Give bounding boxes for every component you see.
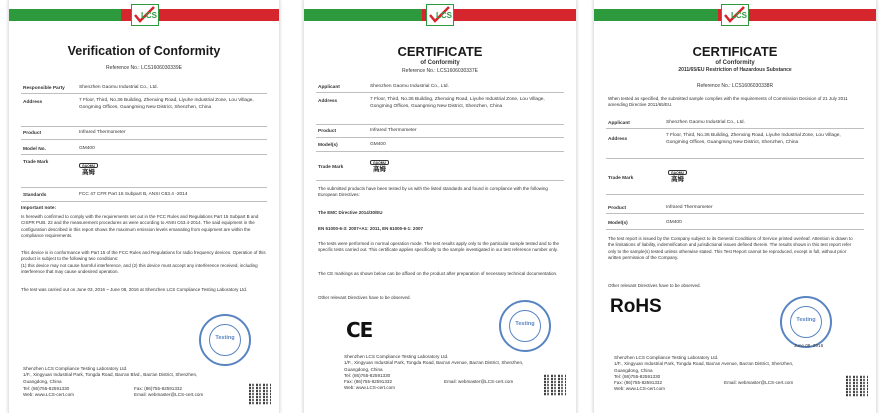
applicant-value: Shenzhen Gaomu Industrial Co., Ltd. <box>666 120 745 125</box>
intro-statement: When tested as specified, the submitted sample complies with the requirements of Commission Decision of 21 July 2011 amending Directive 2011/65/EU. <box>608 96 848 108</box>
product-label: Product <box>318 129 337 134</box>
footer-address: 1/F., Xingyuan Industrial Park, Tongda Road, Bao'an Avenue, Bao'an District, Shenzhen, Guangdong, China <box>614 361 794 373</box>
lab-stamp: Testing <box>780 296 832 348</box>
address-value: 7 Floor, Third, No.36 Building, Zhenxing Road, Liyuhe Industrial Zone, Lou Village, Gongming Offices, Guangming New District, Shenzhen, China <box>79 98 254 110</box>
applicant-value: Shenzhen Gaomu Industrial Co., Ltd. <box>370 84 449 89</box>
footer-address: 1/F., Xingyuan Industrial Park, Tongda Road, Bao'an Avenue, Bao'an District, Shenzhen, Guangdong, China <box>344 360 524 372</box>
model-label: Model(s) <box>608 221 628 226</box>
certificate-subtitle: of Conformity <box>715 60 755 66</box>
model-value: GM400 <box>666 220 682 225</box>
fcc-conditions: This device is in conformance with Part 15 of the FCC Rules and Regulations for radio frequency devices. Operation of this product is subject to the following two conditions: (1) this device may not cause harmful interference, and (2) this device must accept any interference received, including interference that may cause undesired operation. <box>21 250 266 275</box>
trademark-label: Trade Mark <box>608 176 634 181</box>
address-label: Address <box>318 99 338 104</box>
trademark-logo: GAOMU 高姆 <box>668 170 687 183</box>
test-scope: The tests were performed in normal operation mode. The test results apply only to the particular sample tested and to the specific tests carried out. This certificate applies specifically to the sample investigated in our test reference number only. <box>318 241 560 253</box>
footer-email: Email: webmaster@LCS-cert.com <box>444 379 514 384</box>
qr-code-icon <box>249 383 271 405</box>
ce-mark-icon: CE <box>346 318 373 342</box>
trademark-label: Trade Mark <box>318 165 344 170</box>
address-label: Address <box>23 100 43 105</box>
footer-web: Web: www.LCS-cert.com <box>344 385 395 390</box>
product-value: Infrared Thermometer <box>666 205 713 210</box>
model-value: GM400 <box>370 142 386 147</box>
model-label: Model(s) <box>318 143 338 148</box>
address-value: 7 Floor, Third, No.36 Building, Zhenxing Road, Liyuhe Industrial Zone, Lou Village, Gongming Offices, Guangming New District, Shenzhen, China <box>666 133 841 145</box>
footer-fax: Fax: (86)755-82591332 <box>614 380 663 385</box>
qr-code-icon <box>846 375 868 397</box>
lcs-logo-icon <box>721 4 749 26</box>
address-value: 7 Floor, Third, No.36 Building, Zhenxing Road, Liyuhe Industrial Zone, Lou Village, Gongming Offices, Guangming New District, Shenzhen, China <box>370 97 545 109</box>
footer-fax: Fax: (86)755-82591332 <box>134 386 183 391</box>
certificate-verification-of-conformity <box>8 0 280 413</box>
conformity-statement: Is herewith confirmed to comply with the requirements set out in the FCC Rules and Regulations Part 15 Subpart B and CISPR PUB. 22 and the measurement procedures as were according to ANSI C63.4-2014. The said equipment in the configuration described in this report shows the maximum emission levels emanating from equipment are within the compliance requirements. <box>21 214 259 239</box>
certificate-subtitle: of Conformity <box>420 60 460 66</box>
reference-number: Reference No.: LCS1606030339E <box>106 65 182 71</box>
address-label: Address <box>608 137 628 142</box>
issue-date: June 08, 2016 <box>794 343 824 348</box>
product-value: Infrared Thermometer <box>79 130 126 135</box>
other-directives: Other relevant Directives have to be observed. <box>608 283 701 288</box>
product-value: Infrared Thermometer <box>370 128 417 133</box>
other-directives: Other relevant Directives have to be observed. <box>318 295 411 300</box>
footer-tel: Tel: (86)755-82591330 <box>614 374 661 379</box>
standards-value: FCC 47 CFR Part 15 Subpart B, ANSI C63.4 -2014 <box>79 192 188 197</box>
footer-lab-name: Shenzhen LCS Compliance Testing Laboratory Ltd. <box>614 355 719 360</box>
standards-label: Standards <box>23 193 47 198</box>
important-note-label: Important note: <box>21 206 57 211</box>
model-value: GM400 <box>79 146 95 151</box>
certificate-title: Verification of Conformity <box>67 44 221 58</box>
lab-stamp: Testing <box>499 300 551 352</box>
report-conditions: The test report is issued by the Company subject to its General Conditions of Service printed overleaf. Attention is drawn to the limitations of liability, indemnification and jurisdictional issues defined therein. The results shown in this test report refer only to the sample(s) tested unless otherwise stated. This Test Report cannot be reproduced, except in full, without prior written permission of the Company. <box>608 236 853 261</box>
product-label: Product <box>23 131 42 136</box>
applicant-label: Applicant <box>608 121 630 126</box>
responsible-party-label: Responsible Party <box>23 86 65 91</box>
responsible-party-value: Shenzhen Gaomu Industrial Co., Ltd. <box>79 85 158 90</box>
svg-text:LCS: LCS <box>141 11 157 20</box>
qr-code-icon <box>544 374 566 396</box>
svg-text:LCS: LCS <box>436 11 452 20</box>
rohs-directive-line: 2011/65/EU Restriction of Hazardous Substance <box>678 67 792 73</box>
footer-web: Web: www.LCS-cert.com <box>23 392 74 397</box>
lcs-logo-icon <box>131 4 159 26</box>
reference-number: Reference No.: LCS1606030338R <box>696 83 774 89</box>
svg-text:LCS: LCS <box>731 11 747 20</box>
test-dates: The test was carried out on June 03, 2016 ~ June 08, 2016 at Shenzhen LCS Compliance Testing Laboratory Ltd. <box>21 287 248 292</box>
certificate-title: CERTIFICATE <box>397 44 483 59</box>
rohs-mark-icon: RoHS <box>610 296 662 317</box>
product-label: Product <box>608 206 627 211</box>
footer-fax: Fax: (86)755-82591332 <box>344 379 393 384</box>
ce-marking-note: The CE markings as shown below can be affixed on the product after preparation of necessary technical documentation. <box>318 271 558 276</box>
emc-standards: EN 61000-6-3: 2007+A1: 2011, EN 61000-6-1: 2007 <box>318 226 423 231</box>
footer-web: Web: www.LCS-cert.com <box>614 386 665 391</box>
footer-tel: Tel: (86)755-82591330 <box>23 386 70 391</box>
footer-email: Email: webmaster@LCS-cert.com <box>134 392 204 397</box>
reference-number: Reference No.: LCS1606030337E <box>402 68 478 74</box>
footer-lab-name: Shenzhen LCS Compliance Testing Laboratory Ltd. <box>23 366 128 371</box>
lab-stamp: Testing <box>199 314 251 366</box>
applicant-label: Applicant <box>318 85 340 90</box>
trademark-label: Trade Mark <box>23 160 49 165</box>
certificate-ce <box>303 0 577 413</box>
footer-tel: Tel: (86)755-82591330 <box>344 373 391 378</box>
certificate-title: CERTIFICATE <box>692 44 778 59</box>
trademark-logo: GAOMU 高姆 <box>370 160 389 173</box>
footer-address: 1/F., Xingyuan Industrial Park, Tongda Road, Bao'an Blvd., Bao'an District, Shenzhen, Guangdong, China <box>23 372 198 384</box>
emc-directive: The EMC Directive 2014/30/EU <box>318 210 383 215</box>
footer-email: Email: webmaster@LCS-cert.com <box>724 380 794 385</box>
footer-lab-name: Shenzhen LCS Compliance Testing Laboratory Ltd. <box>344 354 449 359</box>
lcs-logo-icon <box>426 4 454 26</box>
certificate-rohs <box>593 0 877 413</box>
model-label: Model No. <box>23 147 46 152</box>
compliance-statement: The submitted products have been tested by us with the listed standards and found in compliance with the following European Directives: <box>318 186 548 198</box>
trademark-logo: GAOMU 高姆 <box>79 163 98 176</box>
